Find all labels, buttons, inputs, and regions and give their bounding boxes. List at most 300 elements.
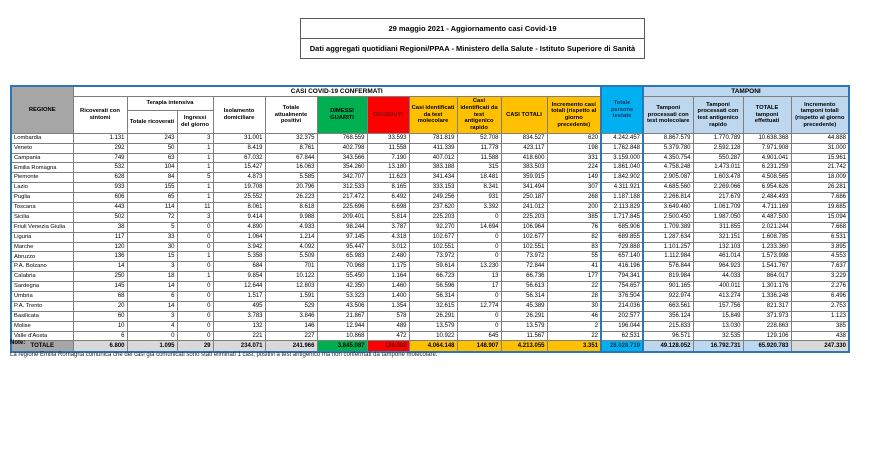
value-cell: 7.637 bbox=[791, 262, 849, 272]
value-cell: 9.414 bbox=[213, 212, 265, 222]
value-cell: 4.758.248 bbox=[643, 163, 693, 173]
region-name: Piemonte bbox=[11, 173, 73, 183]
value-cell: 1.336.248 bbox=[743, 292, 791, 302]
value-cell: 1.861.040 bbox=[601, 163, 643, 173]
value-cell: 5.379.780 bbox=[643, 143, 693, 153]
value-cell: 311.855 bbox=[693, 222, 743, 232]
value-cell: 3.649.460 bbox=[643, 202, 693, 212]
total-value-cell: 126.002 bbox=[367, 341, 409, 352]
value-cell: 13 bbox=[457, 272, 501, 282]
value-cell: 3.012 bbox=[367, 242, 409, 252]
value-cell: 146 bbox=[265, 321, 317, 331]
value-cell: 1.064 bbox=[213, 232, 265, 242]
value-cell: 25.552 bbox=[213, 193, 265, 203]
value-cell: 8.761 bbox=[265, 143, 317, 153]
value-cell: 1.233.360 bbox=[743, 242, 791, 252]
value-cell: 1.164 bbox=[367, 272, 409, 282]
region-name: Abruzzo bbox=[11, 252, 73, 262]
region-row bbox=[11, 163, 849, 173]
value-cell: 66.736 bbox=[501, 272, 547, 282]
value-cell: 4.873 bbox=[213, 173, 265, 183]
value-cell: 15.427 bbox=[213, 163, 265, 173]
report-subtitle: Dati aggregati quotidiani Regioni/PPAA - Ministero della Salute - Istituto Superiore di Sanità bbox=[300, 39, 645, 59]
value-cell: 341.434 bbox=[409, 173, 457, 183]
value-cell: 502 bbox=[73, 212, 127, 222]
total-value-cell: 3.351 bbox=[547, 341, 601, 352]
value-cell: 1.061.709 bbox=[693, 202, 743, 212]
value-cell: 5.814 bbox=[367, 212, 409, 222]
value-cell: 0 bbox=[457, 252, 501, 262]
value-cell: 84 bbox=[127, 173, 177, 183]
value-cell: 33 bbox=[127, 232, 177, 242]
value-cell: 46 bbox=[547, 311, 601, 321]
value-cell: 628 bbox=[73, 173, 127, 183]
value-cell: 117 bbox=[73, 232, 127, 242]
value-cell: 8.867.579 bbox=[643, 133, 693, 143]
region-name: Campania bbox=[11, 153, 73, 163]
region-row bbox=[11, 252, 849, 262]
value-cell: 30 bbox=[127, 242, 177, 252]
value-cell: 8.341 bbox=[457, 183, 501, 193]
value-cell: 1.400 bbox=[367, 292, 409, 302]
value-cell: 1.762.848 bbox=[601, 143, 643, 153]
total-value-cell: 148.907 bbox=[457, 341, 501, 352]
value-cell: 217.679 bbox=[693, 193, 743, 203]
value-cell: 60 bbox=[73, 311, 127, 321]
value-cell: 3.392 bbox=[457, 202, 501, 212]
region-row bbox=[11, 212, 849, 222]
value-cell: 1.573.998 bbox=[743, 252, 791, 262]
region-name: Emilia Romagna bbox=[11, 163, 73, 173]
value-cell: 1.541.767 bbox=[743, 262, 791, 272]
value-cell: 1.603.478 bbox=[693, 173, 743, 183]
value-cell: 217.472 bbox=[317, 193, 367, 203]
value-cell: 11.588 bbox=[457, 153, 501, 163]
value-cell: 2.269.066 bbox=[693, 183, 743, 193]
value-cell: 3 bbox=[127, 311, 177, 321]
region-row bbox=[11, 232, 849, 242]
value-cell: 14.694 bbox=[457, 222, 501, 232]
value-cell: 96.571 bbox=[643, 331, 693, 341]
value-cell: 1.608.785 bbox=[743, 232, 791, 242]
value-cell: 0 bbox=[177, 282, 213, 292]
value-cell: 56.314 bbox=[409, 292, 457, 302]
region-name: Sicilia bbox=[11, 212, 73, 222]
value-cell: 6.496 bbox=[791, 292, 849, 302]
value-cell: 14 bbox=[73, 262, 127, 272]
column-header-tamponi-antigenico: Tamponi processati con test antigenico rapido bbox=[693, 97, 743, 133]
value-cell: 685.906 bbox=[601, 222, 643, 232]
value-cell: 2.266.814 bbox=[643, 193, 693, 203]
region-row bbox=[11, 202, 849, 212]
value-cell: 132.103 bbox=[693, 242, 743, 252]
value-cell: 7.190 bbox=[367, 153, 409, 163]
value-cell: 8.061 bbox=[213, 202, 265, 212]
value-cell: 1.112.984 bbox=[643, 252, 693, 262]
value-cell: 82 bbox=[547, 232, 601, 242]
value-cell: 0 bbox=[457, 292, 501, 302]
value-cell: 701 bbox=[265, 262, 317, 272]
value-cell: 0 bbox=[177, 301, 213, 311]
value-cell: 73.972 bbox=[409, 252, 457, 262]
covid-data-table bbox=[10, 85, 850, 353]
value-cell: 11.778 bbox=[457, 143, 501, 153]
value-cell: 0 bbox=[177, 311, 213, 321]
value-cell: 14 bbox=[127, 301, 177, 311]
value-cell: 0 bbox=[177, 292, 213, 302]
value-cell: 72.844 bbox=[501, 262, 547, 272]
region-row bbox=[11, 321, 849, 331]
region-row bbox=[11, 282, 849, 292]
value-cell: 0 bbox=[457, 212, 501, 222]
value-cell: 3.787 bbox=[367, 222, 409, 232]
region-row bbox=[11, 133, 849, 143]
value-cell: 76 bbox=[547, 222, 601, 232]
value-cell: 3.229 bbox=[791, 272, 849, 282]
value-cell: 65 bbox=[127, 193, 177, 203]
region-name: Friuli Venezia Giulia bbox=[11, 222, 73, 232]
value-cell: 4.685.560 bbox=[643, 183, 693, 193]
value-cell: 15.094 bbox=[791, 212, 849, 222]
value-cell: 102.677 bbox=[409, 232, 457, 242]
value-cell: 3.159.000 bbox=[601, 153, 643, 163]
value-cell: 495 bbox=[213, 301, 265, 311]
value-cell: 8.618 bbox=[265, 202, 317, 212]
value-cell: 44.888 bbox=[791, 133, 849, 143]
value-cell: 18 bbox=[127, 272, 177, 282]
value-cell: 221 bbox=[213, 331, 265, 341]
value-cell: 13.230 bbox=[457, 262, 501, 272]
value-cell: 1.460 bbox=[367, 282, 409, 292]
group-header-tamponi: TAMPONI bbox=[643, 86, 849, 97]
value-cell: 120 bbox=[73, 242, 127, 252]
value-cell: 102.677 bbox=[501, 232, 547, 242]
value-cell: 102.551 bbox=[501, 242, 547, 252]
value-cell: 1.987.050 bbox=[693, 212, 743, 222]
value-cell: 157.756 bbox=[693, 301, 743, 311]
total-value-cell: 6.800 bbox=[73, 341, 127, 352]
region-name: Puglia bbox=[11, 193, 73, 203]
value-cell: 56.596 bbox=[409, 282, 457, 292]
region-row bbox=[11, 242, 849, 252]
value-cell: 3.942 bbox=[213, 242, 265, 252]
value-cell: 2.753 bbox=[791, 301, 849, 311]
value-cell: 66.723 bbox=[409, 272, 457, 282]
value-cell: 0 bbox=[177, 262, 213, 272]
value-cell: 20.796 bbox=[265, 183, 317, 193]
value-cell: 834.527 bbox=[501, 133, 547, 143]
value-cell: 13.579 bbox=[409, 321, 457, 331]
value-cell: 5.585 bbox=[265, 173, 317, 183]
value-cell: 754.657 bbox=[601, 282, 643, 292]
value-cell: 4.890 bbox=[213, 222, 265, 232]
value-cell: 149 bbox=[547, 173, 601, 183]
region-row bbox=[11, 272, 849, 282]
value-cell: 821.317 bbox=[743, 301, 791, 311]
value-cell: 32.535 bbox=[693, 331, 743, 341]
value-cell: 657.140 bbox=[601, 252, 643, 262]
value-cell: 3 bbox=[127, 262, 177, 272]
value-cell: 32.615 bbox=[409, 301, 457, 311]
total-value-cell: 29 bbox=[177, 341, 213, 352]
value-cell: 224 bbox=[547, 163, 601, 173]
value-cell: 31.001 bbox=[213, 133, 265, 143]
value-cell: 321.151 bbox=[693, 232, 743, 242]
value-cell: 371.973 bbox=[743, 311, 791, 321]
value-cell: 11.558 bbox=[367, 143, 409, 153]
value-cell: 55 bbox=[547, 252, 601, 262]
value-cell: 383.188 bbox=[409, 163, 457, 173]
value-cell: 0 bbox=[177, 331, 213, 341]
total-label: TOTALE bbox=[11, 341, 73, 352]
value-cell: 576.844 bbox=[643, 262, 693, 272]
value-cell: 341.494 bbox=[501, 183, 547, 193]
value-cell: 42.350 bbox=[317, 282, 367, 292]
notes-label: Note: bbox=[10, 340, 26, 346]
value-cell: 13.030 bbox=[693, 321, 743, 331]
value-cell: 11.623 bbox=[367, 173, 409, 183]
value-cell: 196.044 bbox=[601, 321, 643, 331]
value-cell: 7.686 bbox=[791, 193, 849, 203]
value-cell: 1.517 bbox=[213, 292, 265, 302]
column-header-regione: REGIONE bbox=[11, 86, 73, 133]
value-cell: 0 bbox=[457, 321, 501, 331]
value-cell: 416.196 bbox=[601, 262, 643, 272]
value-cell: 243 bbox=[127, 133, 177, 143]
value-cell: 0 bbox=[177, 222, 213, 232]
region-row bbox=[11, 153, 849, 163]
region-name: P.A. Bolzano bbox=[11, 262, 73, 272]
value-cell: 237.620 bbox=[409, 202, 457, 212]
value-cell: 8.419 bbox=[213, 143, 265, 153]
value-cell: 70.968 bbox=[317, 262, 367, 272]
value-cell: 3.846 bbox=[265, 311, 317, 321]
column-header-casi-antigenico: Casi identificati da test antigenico rapido bbox=[457, 97, 501, 133]
region-name: Sardegna bbox=[11, 282, 73, 292]
value-cell: 102.551 bbox=[409, 242, 457, 252]
region-name: Umbria bbox=[11, 292, 73, 302]
value-cell: 98.244 bbox=[317, 222, 367, 232]
value-cell: 5 bbox=[127, 222, 177, 232]
column-header-incremento-casi: Incremento casi totali (rispetto al giorno precedente) bbox=[547, 97, 601, 133]
column-header-persone-testate: Totale persone testate bbox=[601, 86, 643, 133]
value-cell: 18.481 bbox=[457, 173, 501, 183]
value-cell: 578 bbox=[367, 311, 409, 321]
value-cell: 56.314 bbox=[501, 292, 547, 302]
value-cell: 67.844 bbox=[265, 153, 317, 163]
value-cell: 18.009 bbox=[791, 173, 849, 183]
region-row bbox=[11, 262, 849, 272]
total-value-cell: 241.966 bbox=[265, 341, 317, 352]
value-cell: 443 bbox=[73, 202, 127, 212]
value-cell: 65.983 bbox=[317, 252, 367, 262]
column-header-tamponi-molecolare: Tamponi processati con test molecolare bbox=[643, 97, 693, 133]
value-cell: 41 bbox=[547, 262, 601, 272]
value-cell: 749 bbox=[73, 153, 127, 163]
value-cell: 2.484.493 bbox=[743, 193, 791, 203]
value-cell: 0 bbox=[457, 232, 501, 242]
value-cell: 10.922 bbox=[409, 331, 457, 341]
value-cell: 383.503 bbox=[501, 163, 547, 173]
value-cell: 359.915 bbox=[501, 173, 547, 183]
value-cell: 9.854 bbox=[213, 272, 265, 282]
value-cell: 30 bbox=[547, 301, 601, 311]
region-name: Molise bbox=[11, 321, 73, 331]
value-cell: 333.153 bbox=[409, 183, 457, 193]
table-body bbox=[11, 133, 849, 352]
value-cell: 6.531 bbox=[791, 232, 849, 242]
total-value-cell: 1.095 bbox=[127, 341, 177, 352]
region-name: P.A. Trento bbox=[11, 301, 73, 311]
value-cell: 684 bbox=[213, 262, 265, 272]
value-cell: 5.358 bbox=[213, 252, 265, 262]
value-cell: 4.553 bbox=[791, 252, 849, 262]
value-cell: 933 bbox=[73, 183, 127, 193]
value-cell: 132 bbox=[213, 321, 265, 331]
value-cell: 31.000 bbox=[791, 143, 849, 153]
region-row bbox=[11, 311, 849, 321]
report-title: 29 maggio 2021 - Aggiornamento casi Covid-19 bbox=[300, 18, 645, 39]
region-row bbox=[11, 183, 849, 193]
value-cell: 1 bbox=[177, 183, 213, 193]
region-name: Veneto bbox=[11, 143, 73, 153]
total-value-cell: 28.028.719 bbox=[601, 341, 643, 352]
value-cell: 95.447 bbox=[317, 242, 367, 252]
value-cell: 56.613 bbox=[501, 282, 547, 292]
value-cell: 145 bbox=[73, 282, 127, 292]
value-cell: 768.559 bbox=[317, 133, 367, 143]
value-cell: 489 bbox=[367, 321, 409, 331]
value-cell: 2.276 bbox=[791, 282, 849, 292]
region-row bbox=[11, 193, 849, 203]
value-cell: 43.506 bbox=[317, 301, 367, 311]
region-row bbox=[11, 222, 849, 232]
value-cell: 215.833 bbox=[643, 321, 693, 331]
value-cell: 4.092 bbox=[265, 242, 317, 252]
value-cell: 59.614 bbox=[409, 262, 457, 272]
value-cell: 1 bbox=[177, 193, 213, 203]
total-value-cell: 16.792.731 bbox=[693, 341, 743, 352]
value-cell: 4.350.754 bbox=[643, 153, 693, 163]
value-cell: 342.707 bbox=[317, 173, 367, 183]
value-cell: 407.012 bbox=[409, 153, 457, 163]
value-cell: 11.567 bbox=[501, 331, 547, 341]
value-cell: 15.849 bbox=[693, 311, 743, 321]
value-cell: 0 bbox=[127, 331, 177, 341]
value-cell: 72 bbox=[127, 212, 177, 222]
value-cell: 376.504 bbox=[601, 292, 643, 302]
region-name: Lombardia bbox=[11, 133, 73, 143]
value-cell: 2 bbox=[547, 321, 601, 331]
value-cell: 4.901.041 bbox=[743, 153, 791, 163]
value-cell: 1.473.011 bbox=[693, 163, 743, 173]
value-cell: 68 bbox=[73, 292, 127, 302]
value-cell: 620 bbox=[547, 133, 601, 143]
total-value-cell: 3.845.087 bbox=[317, 341, 367, 352]
value-cell: 6 bbox=[127, 292, 177, 302]
value-cell: 268 bbox=[547, 193, 601, 203]
value-cell: 241.012 bbox=[501, 202, 547, 212]
value-cell: 1.131 bbox=[73, 133, 127, 143]
value-cell: 1 bbox=[177, 153, 213, 163]
value-cell: 200 bbox=[547, 202, 601, 212]
total-value-cell: 234.071 bbox=[213, 341, 265, 352]
value-cell: 19.685 bbox=[791, 202, 849, 212]
value-cell: 15.961 bbox=[791, 153, 849, 163]
value-cell: 12.644 bbox=[213, 282, 265, 292]
region-row bbox=[11, 292, 849, 302]
value-cell: 26.291 bbox=[501, 311, 547, 321]
value-cell: 385 bbox=[547, 212, 601, 222]
value-cell: 12.803 bbox=[265, 282, 317, 292]
value-cell: 1 bbox=[177, 163, 213, 173]
column-header-ricoverati: Ricoverati con sintomi bbox=[73, 97, 127, 133]
total-value-cell: 49.128.052 bbox=[643, 341, 693, 352]
value-cell: 2.905.087 bbox=[643, 173, 693, 183]
column-header-ingressi-giorno: Ingressi del giorno bbox=[177, 110, 213, 133]
value-cell: 331 bbox=[547, 153, 601, 163]
value-cell: 136 bbox=[73, 252, 127, 262]
value-cell: 6.954.626 bbox=[743, 183, 791, 193]
region-name: Calabria bbox=[11, 272, 73, 282]
column-header-terapia-intensiva: Terapia intensiva bbox=[127, 97, 213, 110]
value-cell: 73.972 bbox=[501, 252, 547, 262]
value-cell: 2.500.450 bbox=[643, 212, 693, 222]
value-cell: 16.063 bbox=[265, 163, 317, 173]
value-cell: 1.842.902 bbox=[601, 173, 643, 183]
value-cell: 3 bbox=[177, 133, 213, 143]
value-cell: 106.964 bbox=[501, 222, 547, 232]
value-cell: 663.561 bbox=[643, 301, 693, 311]
value-cell: 63 bbox=[127, 153, 177, 163]
value-cell: 21.867 bbox=[317, 311, 367, 321]
value-cell: 781.819 bbox=[409, 133, 457, 143]
value-cell: 6.231.259 bbox=[743, 163, 791, 173]
value-cell: 0 bbox=[457, 242, 501, 252]
value-cell: 472 bbox=[367, 331, 409, 341]
value-cell: 52.708 bbox=[457, 133, 501, 143]
column-header-totale-ricoverati: Totale ricoverati bbox=[127, 110, 177, 133]
value-cell: 227 bbox=[265, 331, 317, 341]
value-cell: 400.011 bbox=[693, 282, 743, 292]
value-cell: 202.577 bbox=[601, 311, 643, 321]
value-cell: 7.971.908 bbox=[743, 143, 791, 153]
value-cell: 550.287 bbox=[693, 153, 743, 163]
value-cell: 4.311.921 bbox=[601, 183, 643, 193]
table-header bbox=[11, 86, 849, 133]
value-cell: 53.323 bbox=[317, 292, 367, 302]
value-cell: 0 bbox=[177, 321, 213, 331]
value-cell: 864.017 bbox=[743, 272, 791, 282]
value-cell: 3.895 bbox=[791, 242, 849, 252]
value-cell: 12.774 bbox=[457, 301, 501, 311]
value-cell: 1.175 bbox=[367, 262, 409, 272]
value-cell: 225.696 bbox=[317, 202, 367, 212]
value-cell: 315 bbox=[457, 163, 501, 173]
value-cell: 1.287.634 bbox=[643, 232, 693, 242]
value-cell: 356.124 bbox=[643, 311, 693, 321]
value-cell: 10.122 bbox=[265, 272, 317, 282]
value-cell: 1.591 bbox=[265, 292, 317, 302]
value-cell: 413.274 bbox=[693, 292, 743, 302]
value-cell: 689.855 bbox=[601, 232, 643, 242]
region-name: Toscana bbox=[11, 202, 73, 212]
value-cell: 343.566 bbox=[317, 153, 367, 163]
value-cell: 21.742 bbox=[791, 163, 849, 173]
value-cell: 33.593 bbox=[367, 133, 409, 143]
region-name: Basilicata bbox=[11, 311, 73, 321]
value-cell: 155 bbox=[127, 183, 177, 193]
